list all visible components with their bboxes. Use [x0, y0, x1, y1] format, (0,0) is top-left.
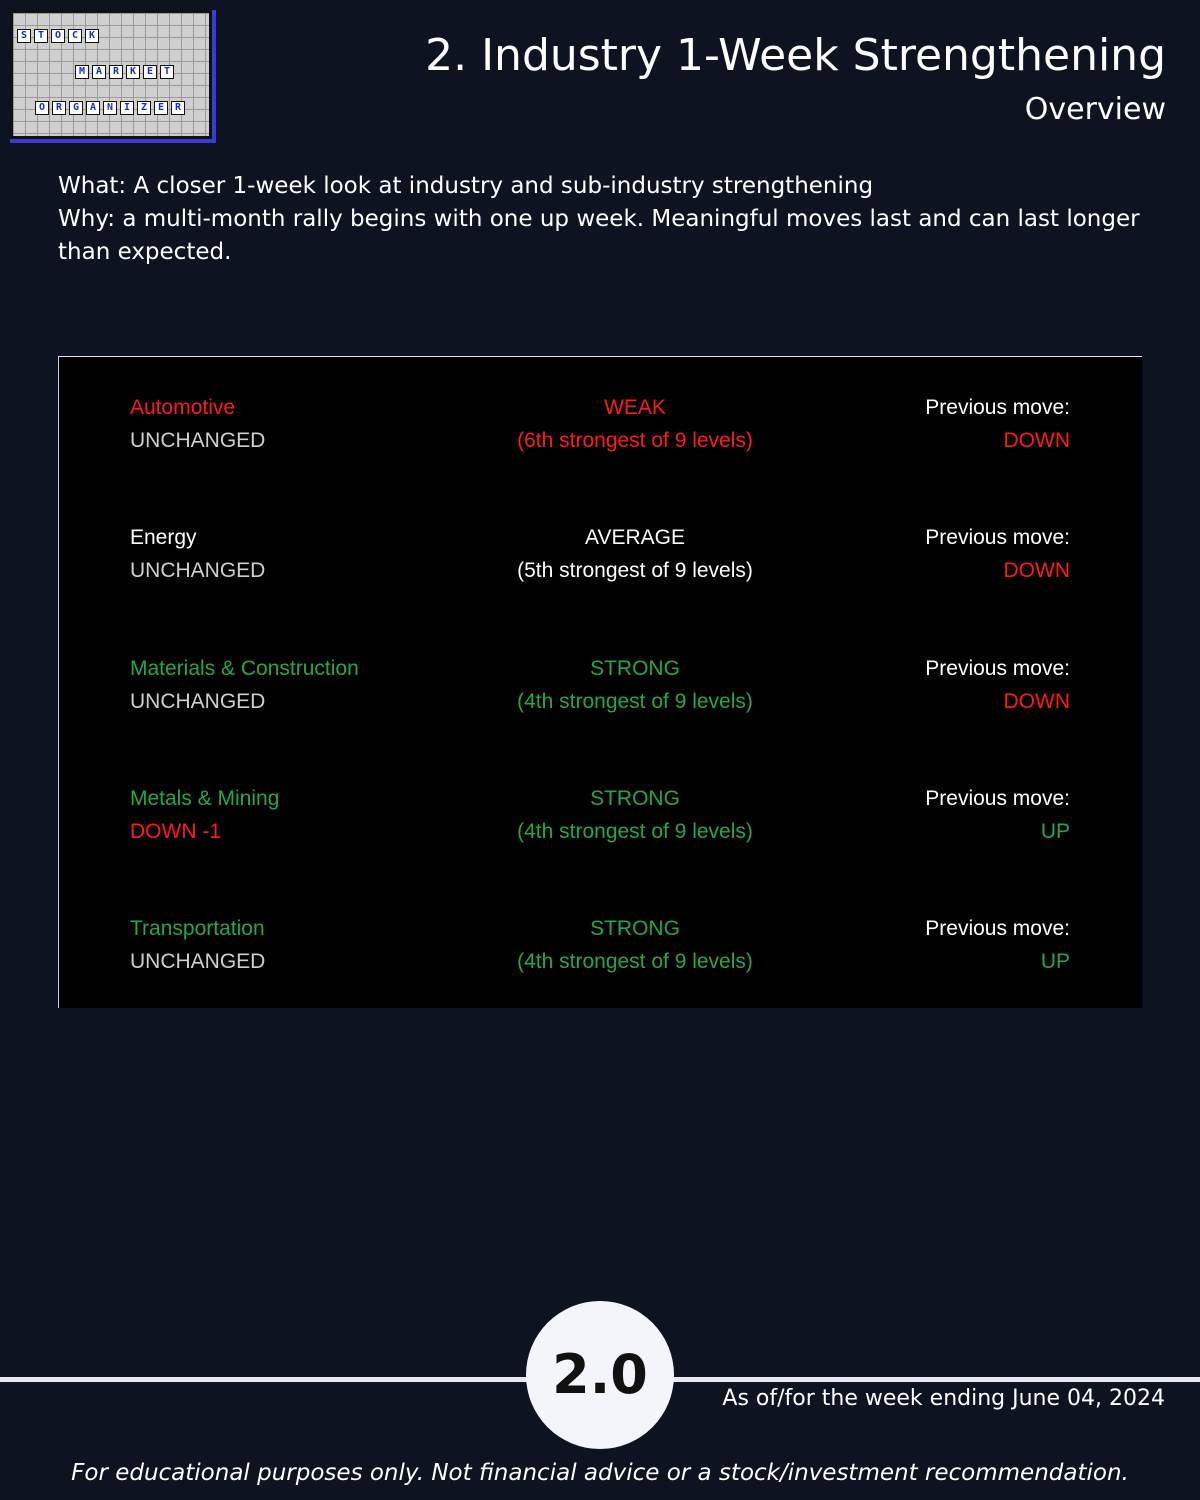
industry-level: STRONG: [590, 657, 680, 680]
previous-move-label: Previous move:: [925, 657, 1070, 680]
industry-name: Energy: [130, 526, 197, 549]
logo-letter: M: [75, 65, 89, 79]
logo-letter: A: [92, 65, 106, 79]
logo-row-stock: [17, 29, 102, 43]
industry-row-metals-mining: [59, 782, 1142, 852]
industry-rank: (6th strongest of 9 levels): [517, 429, 753, 452]
logo-letter: G: [69, 101, 83, 115]
logo-letter: E: [143, 65, 157, 79]
industry-name: Metals & Mining: [130, 787, 280, 810]
logo-letter: Z: [137, 101, 151, 115]
logo-letter: I: [120, 101, 134, 115]
previous-move-value: DOWN: [1003, 429, 1070, 452]
intro-why: Why: a multi-month rally begins with one up week. Meaningful moves last and can last longer than expected.: [58, 206, 1140, 265]
footer-divider-left: [0, 1377, 530, 1382]
industry-name: Automotive: [130, 396, 236, 419]
stock-market-organizer-logo: [10, 10, 216, 143]
industry-name: Transportation: [130, 917, 265, 940]
industry-change: UNCHANGED: [130, 429, 266, 452]
intro-what: What: A closer 1-week look at industry and sub-industry strengthening: [58, 173, 874, 199]
industry-change: UNCHANGED: [130, 950, 266, 973]
disclaimer: For educational purposes only. Not financial advice or a stock/investment recommendation.: [71, 1460, 1129, 1486]
industry-row-materials-construction: [59, 652, 1142, 722]
industry-level: WEAK: [604, 396, 666, 419]
version-badge: 2.0: [526, 1301, 674, 1449]
footer-divider-right: [670, 1377, 1200, 1382]
industry-change: UNCHANGED: [130, 690, 266, 713]
industry-name: Materials & Construction: [130, 657, 359, 680]
industry-rank: (4th strongest of 9 levels): [517, 950, 753, 973]
industry-level: STRONG: [590, 917, 680, 940]
page-subtitle: Overview: [1024, 92, 1166, 127]
logo-letter: R: [52, 101, 66, 115]
logo-letter: K: [85, 29, 99, 43]
logo-grid: [10, 10, 212, 139]
logo-letter: R: [171, 101, 185, 115]
page-title: 2. Industry 1-Week Strengthening: [425, 30, 1166, 81]
logo-letter: C: [68, 29, 82, 43]
logo-letter: T: [160, 65, 174, 79]
previous-move-value: DOWN: [1003, 690, 1070, 713]
logo-letter: E: [154, 101, 168, 115]
previous-move-label: Previous move:: [925, 396, 1070, 419]
logo-letter: O: [51, 29, 65, 43]
industry-change: UNCHANGED: [130, 559, 266, 582]
industry-level: AVERAGE: [585, 526, 685, 549]
logo-letter: T: [34, 29, 48, 43]
industry-change: DOWN -1: [130, 820, 221, 843]
industry-rank: (5th strongest of 9 levels): [517, 559, 753, 582]
logo-letter: R: [109, 65, 123, 79]
logo-row-organizer: [35, 101, 188, 115]
previous-move-label: Previous move:: [925, 917, 1070, 940]
industry-panel: [58, 356, 1142, 1008]
previous-move-label: Previous move:: [925, 787, 1070, 810]
logo-letter: A: [86, 101, 100, 115]
industry-level: STRONG: [590, 787, 680, 810]
previous-move-value: UP: [1040, 820, 1070, 843]
previous-move-value: DOWN: [1003, 559, 1070, 582]
industry-rank: (4th strongest of 9 levels): [517, 820, 753, 843]
industry-row-transportation: [59, 912, 1142, 982]
as-of-date: As of/for the week ending June 04, 2024: [722, 1386, 1165, 1411]
logo-letter: S: [17, 29, 31, 43]
industry-row-energy: [59, 521, 1142, 591]
previous-move-value: UP: [1040, 950, 1070, 973]
logo-letter: K: [126, 65, 140, 79]
logo-letter: O: [35, 101, 49, 115]
logo-row-market: [75, 65, 177, 79]
industry-row-automotive: [59, 391, 1142, 461]
intro-text: [58, 170, 1148, 269]
previous-move-label: Previous move:: [925, 526, 1070, 549]
industry-rank: (4th strongest of 9 levels): [517, 690, 753, 713]
logo-letter: N: [103, 101, 117, 115]
